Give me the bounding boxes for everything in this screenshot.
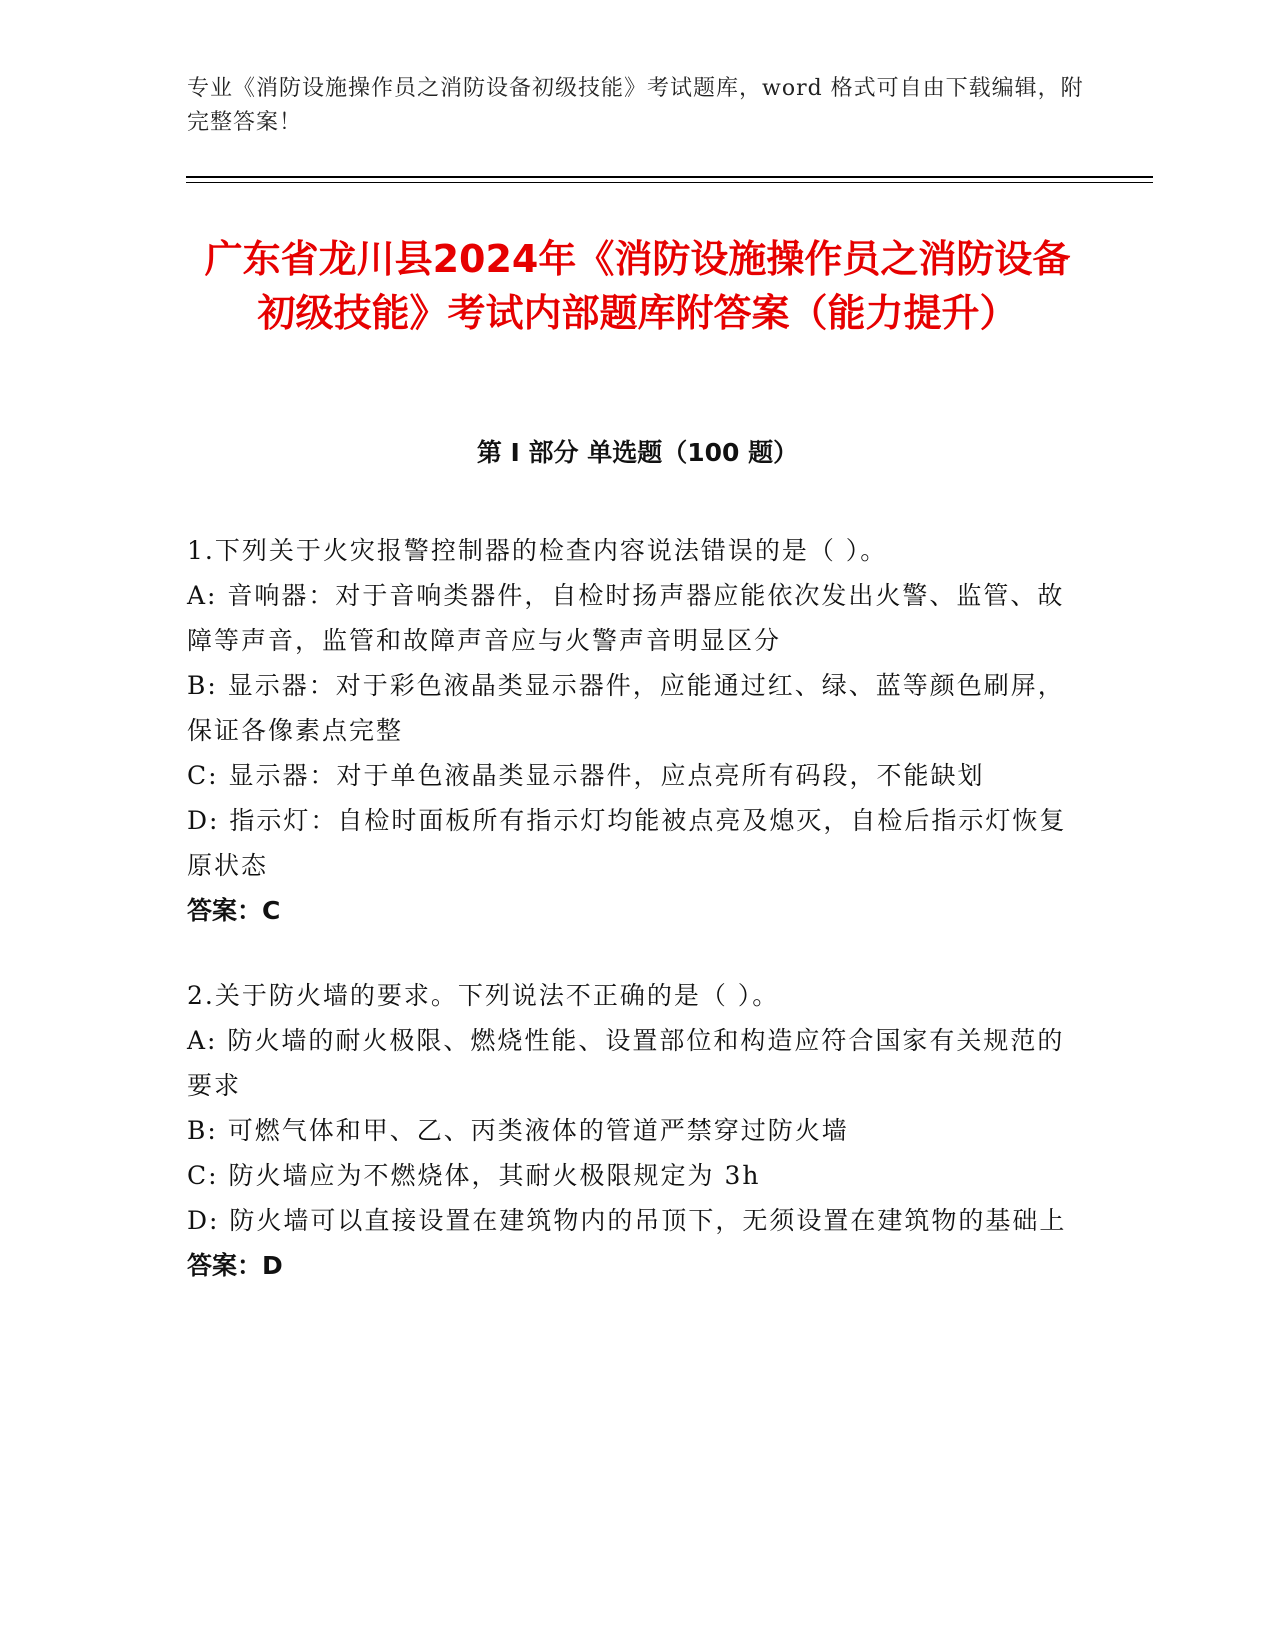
section-title: 第 I 部分 单选题（100 题） — [476, 438, 799, 467]
option-b: B: 显示器：对于彩色液晶类显示器件，应能通过红、绿、蓝等颜色刷屏，保证各像素点完整 — [187, 671, 1065, 745]
question-list — [187, 528, 1087, 1328]
option-c: C: 防火墙应为不燃烧体，其耐火极限规定为 3h — [187, 1161, 761, 1190]
header-note: 专业《消防设施操作员之消防设备初级技能》考试题库，word 格式可自由下载编辑，附完整答案！ — [187, 76, 1084, 135]
question-2 — [187, 973, 1087, 1288]
question-stem: 1.下列关于火灾报警控制器的检查内容说法错误的是（ ）。 — [187, 536, 888, 565]
question-1 — [187, 528, 1087, 933]
option-d: D: 防火墙可以直接设置在建筑物内的吊顶下，无须设置在建筑物的基础上 — [187, 1206, 1067, 1235]
option-d: D: 指示灯：自检时面板所有指示灯均能被点亮及熄灭，自检后指示灯恢复原状态 — [187, 806, 1067, 880]
answer-label: 答案：D — [187, 1251, 283, 1280]
option-a: A: 音响器：对于音响类器件，自检时扬声器应能依次发出火警、监管、故障等声音，监管和故障声音应与火警声音明显区分 — [187, 581, 1065, 655]
option-a: A: 防火墙的耐火极限、燃烧性能、设置部位和构造应符合国家有关规范的要求 — [187, 1026, 1065, 1100]
option-c: C: 显示器：对于单色液晶类显示器件，应点亮所有码段，不能缺划 — [187, 761, 985, 790]
answer-label: 答案：C — [187, 896, 281, 925]
option-b: B: 可燃气体和甲、乙、丙类液体的管道严禁穿过防火墙 — [187, 1116, 849, 1145]
question-stem: 2.关于防火墙的要求。下列说法不正确的是（ ）。 — [187, 981, 780, 1010]
header-rule-thick — [186, 176, 1153, 178]
header-rule-thin — [186, 182, 1153, 183]
document-title: 广东省龙川县2024年《消防设施操作员之消防设备初级技能》考试内部题库附答案（能力提升） — [204, 237, 1071, 335]
